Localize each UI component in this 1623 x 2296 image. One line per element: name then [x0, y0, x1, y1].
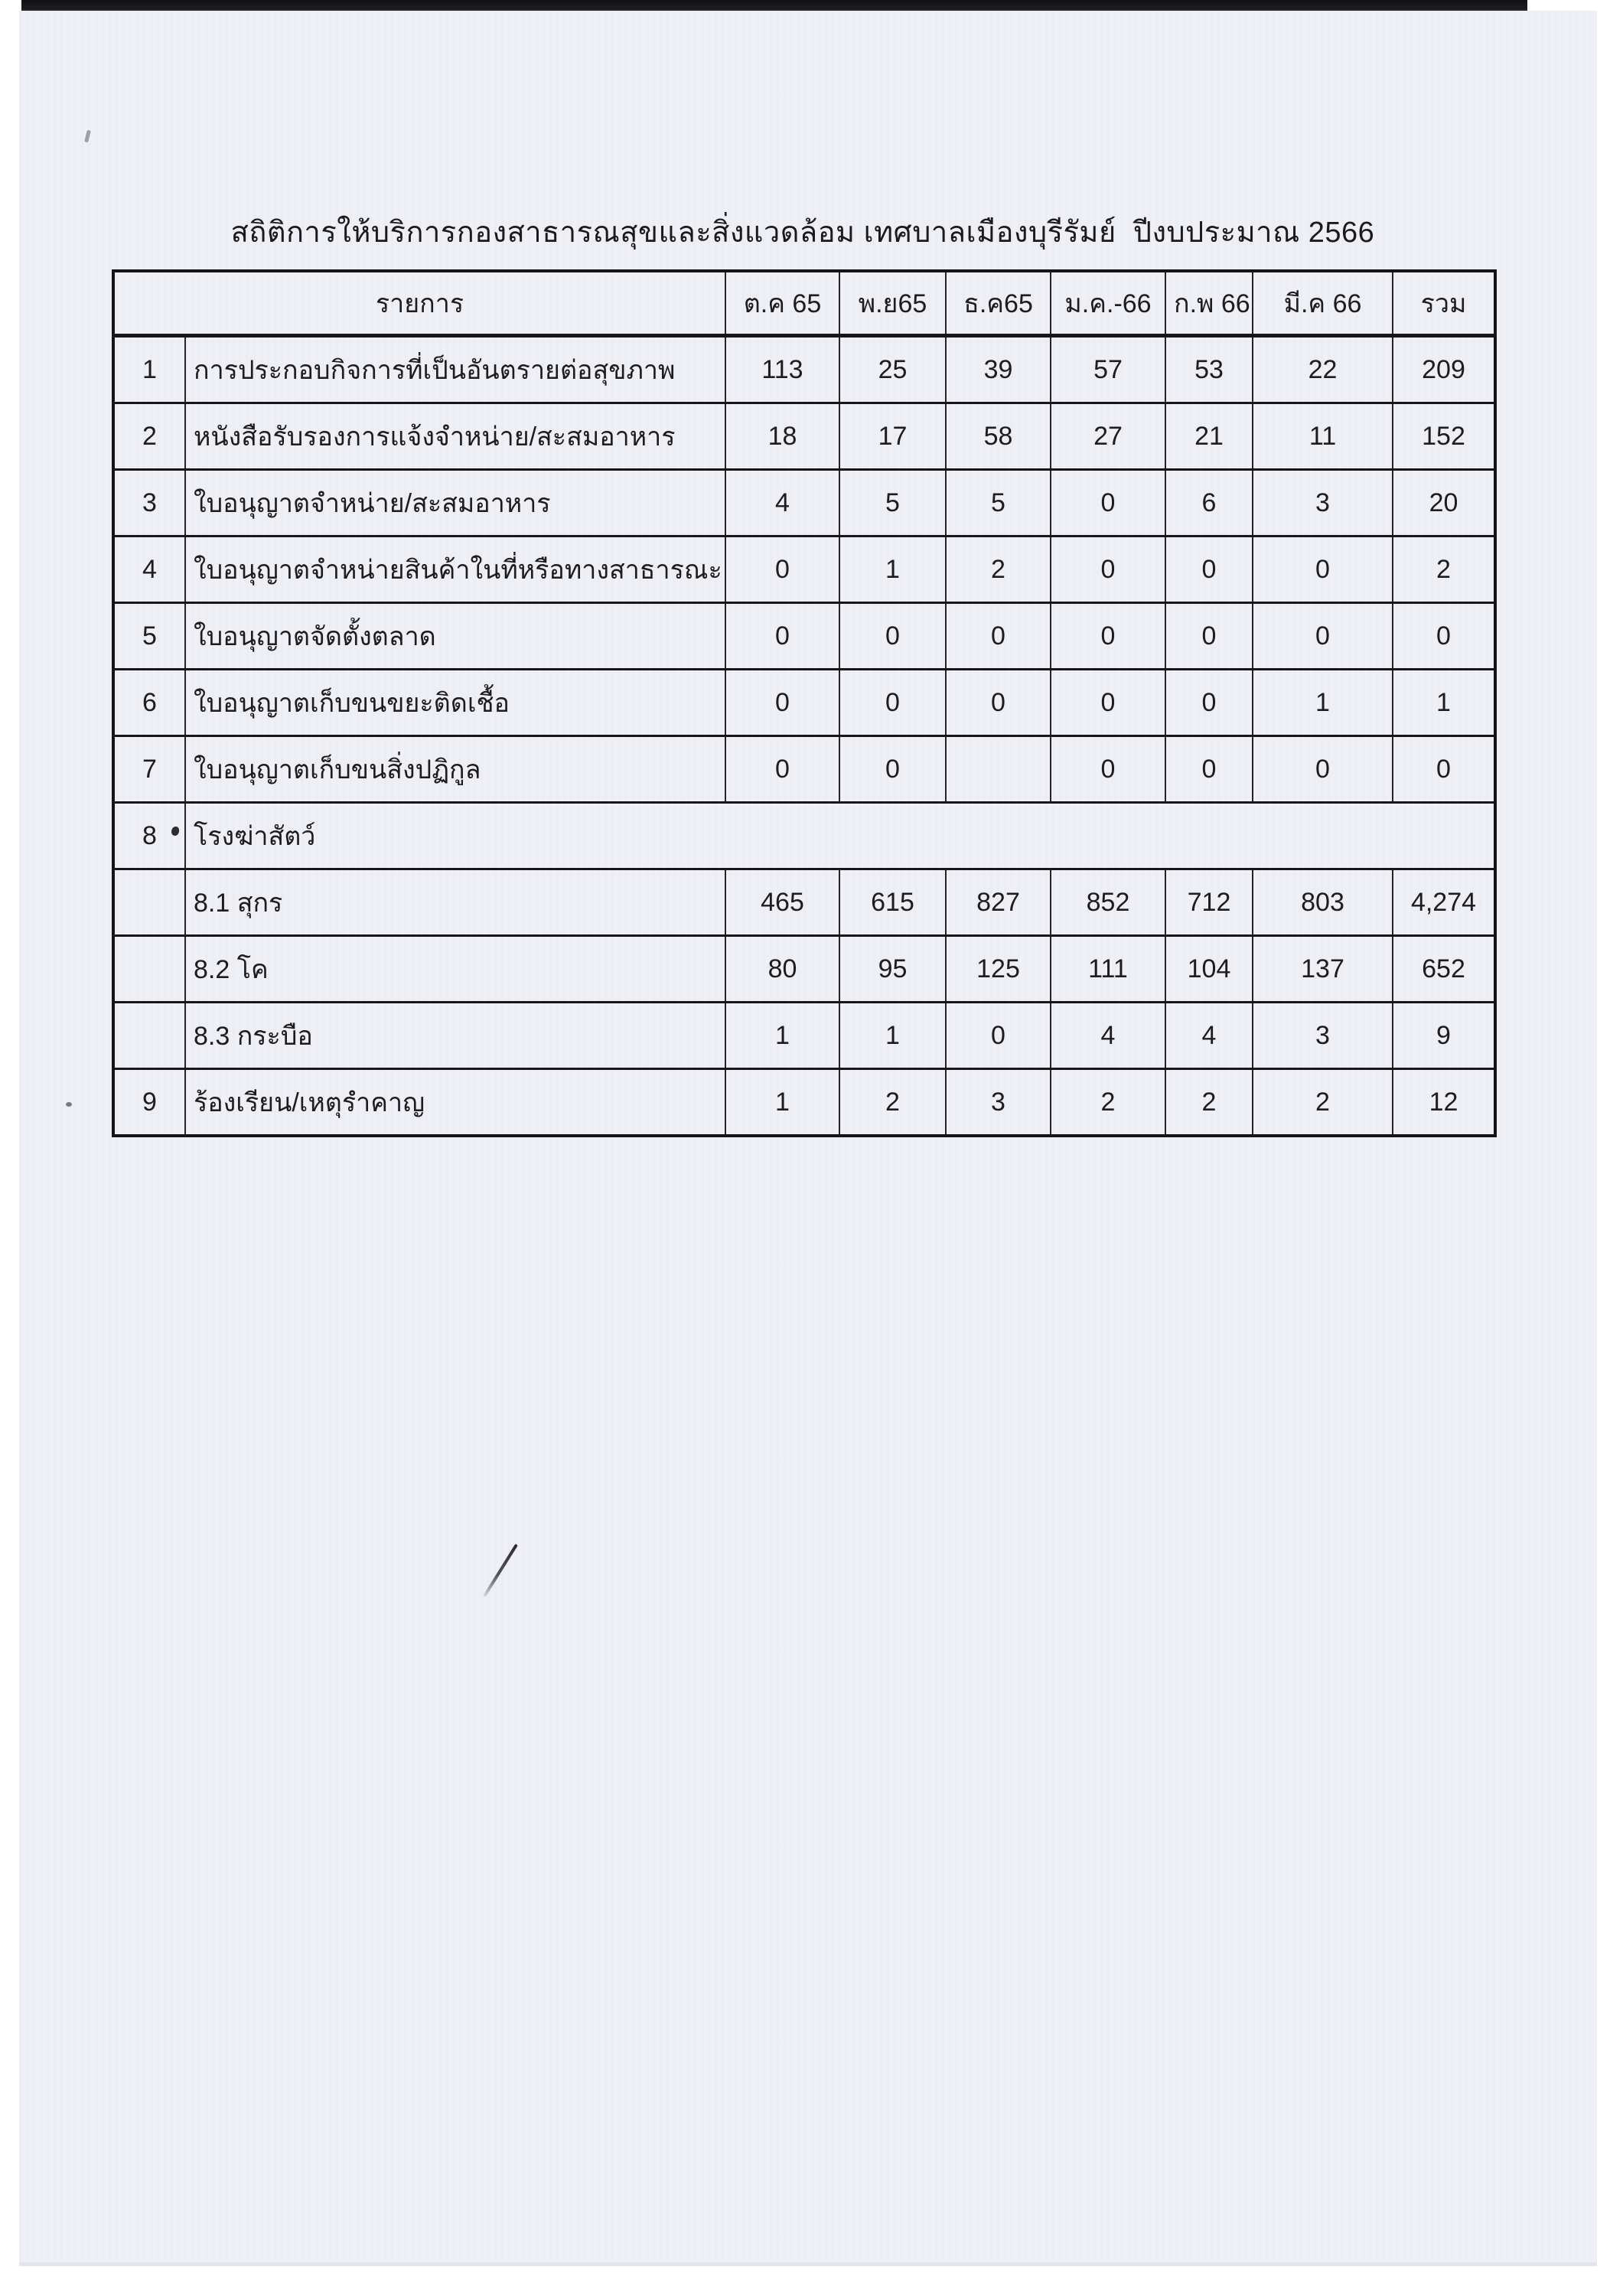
row-number-cell: 2 — [113, 403, 185, 470]
value-cell: 0 — [725, 603, 839, 670]
value-cell — [946, 736, 1051, 803]
value-cell: 652 — [1393, 936, 1495, 1003]
row-number-cell: 5 — [113, 603, 185, 670]
row-number-cell: 4 — [113, 536, 185, 603]
value-cell: 17 — [839, 403, 946, 470]
table-row — [113, 403, 1495, 470]
table-body — [113, 336, 1495, 1137]
value-cell: 803 — [1253, 869, 1393, 936]
header-month-dec: ธ.ค65 — [946, 271, 1051, 336]
value-cell: 0 — [1165, 670, 1253, 736]
value-cell: 3 — [1253, 470, 1393, 536]
value-cell: 3 — [1253, 1003, 1393, 1069]
value-cell: 1 — [1253, 670, 1393, 736]
item-cell: หนังสือรับรองการแจ้งจำหน่าย/สะสมอาหาร — [185, 403, 725, 470]
value-cell: 2 — [839, 1069, 946, 1137]
value-cell: 465 — [725, 869, 839, 936]
value-cell: 4 — [725, 470, 839, 536]
value-cell: 2 — [1051, 1069, 1165, 1137]
value-cell: 1 — [1393, 670, 1495, 736]
header-month-feb: ก.พ 66 — [1165, 271, 1253, 336]
value-cell: 827 — [946, 869, 1051, 936]
value-cell: 20 — [1393, 470, 1495, 536]
value-cell: 113 — [725, 336, 839, 403]
item-cell: 8.3 กระบือ — [185, 1003, 725, 1069]
table-row — [113, 470, 1495, 536]
row-number-cell — [113, 869, 185, 936]
row-number-cell: 7 — [113, 736, 185, 803]
value-cell: 2 — [946, 536, 1051, 603]
value-cell: 0 — [1165, 536, 1253, 603]
value-cell: 3 — [946, 1069, 1051, 1137]
value-cell: 209 — [1393, 336, 1495, 403]
value-cell: 58 — [946, 403, 1051, 470]
value-cell: 0 — [1051, 470, 1165, 536]
header-item-column: รายการ — [113, 271, 725, 336]
value-cell: 1 — [839, 536, 946, 603]
value-cell: 0 — [1393, 603, 1495, 670]
table-row — [113, 603, 1495, 670]
row-number-cell: 9 — [113, 1069, 185, 1137]
value-cell: 852 — [1051, 869, 1165, 936]
item-cell: ร้องเรียน/เหตุรำคาญ — [185, 1069, 725, 1137]
table-row — [113, 670, 1495, 736]
table-row — [113, 736, 1495, 803]
value-cell: 5 — [839, 470, 946, 536]
value-cell: 25 — [839, 336, 946, 403]
header-total-column: รวม — [1393, 271, 1495, 336]
header-month-mar: มี.ค 66 — [1253, 271, 1393, 336]
value-cell: 152 — [1393, 403, 1495, 470]
table-row — [113, 1003, 1495, 1069]
value-cell: 9 — [1393, 1003, 1495, 1069]
row-number-cell: 8 — [113, 803, 185, 869]
value-cell: 0 — [1051, 536, 1165, 603]
item-cell: ใบอนุญาตจัดตั้งตลาด — [185, 603, 725, 670]
value-cell: 4,274 — [1393, 869, 1495, 936]
value-cell: 0 — [1253, 736, 1393, 803]
value-cell: 6 — [1165, 470, 1253, 536]
value-cell: 0 — [1393, 736, 1495, 803]
value-cell: 21 — [1165, 403, 1253, 470]
value-cell: 0 — [725, 736, 839, 803]
value-cell: 0 — [946, 603, 1051, 670]
service-statistics-table — [112, 269, 1497, 1137]
row-number-cell: 1 — [113, 336, 185, 403]
value-cell: 0 — [1253, 536, 1393, 603]
header-month-nov: พ.ย65 — [839, 271, 946, 336]
value-cell: 4 — [1165, 1003, 1253, 1069]
row-number-cell: 3 — [113, 470, 185, 536]
value-cell: 0 — [1253, 603, 1393, 670]
value-cell: 80 — [725, 936, 839, 1003]
value-cell: 111 — [1051, 936, 1165, 1003]
value-cell: 0 — [1165, 736, 1253, 803]
item-cell: ใบอนุญาตจำหน่ายสินค้าในที่หรือทางสาธารณะ — [185, 536, 725, 603]
value-cell: 712 — [1165, 869, 1253, 936]
item-cell: ใบอนุญาตจำหน่าย/สะสมอาหาร — [185, 470, 725, 536]
value-cell: 53 — [1165, 336, 1253, 403]
value-cell: 0 — [946, 1003, 1051, 1069]
table-row — [113, 803, 1495, 869]
value-cell: 27 — [1051, 403, 1165, 470]
header-month-jan: ม.ค.-66 — [1051, 271, 1165, 336]
value-cell: 12 — [1393, 1069, 1495, 1137]
value-cell: 1 — [725, 1069, 839, 1137]
value-cell: 2 — [1165, 1069, 1253, 1137]
item-cell: ใบอนุญาตเก็บขนสิ่งปฏิกูล — [185, 736, 725, 803]
value-cell: 0 — [839, 670, 946, 736]
value-cell: 2 — [1253, 1069, 1393, 1137]
value-cell: 0 — [1051, 736, 1165, 803]
value-cell: 0 — [725, 670, 839, 736]
value-cell: 18 — [725, 403, 839, 470]
table-row — [113, 336, 1495, 403]
row-number-cell: 6 — [113, 670, 185, 736]
value-cell: 39 — [946, 336, 1051, 403]
value-cell: 0 — [1165, 603, 1253, 670]
value-cell: 11 — [1253, 403, 1393, 470]
value-cell: 137 — [1253, 936, 1393, 1003]
table-row — [113, 936, 1495, 1003]
value-cell: 1 — [725, 1003, 839, 1069]
value-cell: 104 — [1165, 936, 1253, 1003]
value-cell: 0 — [1051, 603, 1165, 670]
item-cell: 8.2 โค — [185, 936, 725, 1003]
item-cell: โรงฆ่าสัตว์ — [185, 803, 1495, 869]
value-cell: 5 — [946, 470, 1051, 536]
value-cell: 0 — [839, 603, 946, 670]
row-number-cell — [113, 936, 185, 1003]
table-header — [113, 271, 1495, 336]
value-cell: 0 — [839, 736, 946, 803]
value-cell: 22 — [1253, 336, 1393, 403]
value-cell: 0 — [946, 670, 1051, 736]
value-cell: 57 — [1051, 336, 1165, 403]
value-cell: 1 — [839, 1003, 946, 1069]
value-cell: 615 — [839, 869, 946, 936]
table-row — [113, 1069, 1495, 1137]
table-row — [113, 536, 1495, 603]
table-row — [113, 869, 1495, 936]
item-cell: ใบอนุญาตเก็บขนขยะติดเชื้อ — [185, 670, 725, 736]
item-cell: การประกอบกิจการที่เป็นอันตรายต่อสุขภาพ — [185, 336, 725, 403]
header-month-oct: ต.ค 65 — [725, 271, 839, 336]
value-cell: 95 — [839, 936, 946, 1003]
value-cell: 125 — [946, 936, 1051, 1003]
value-cell: 2 — [1393, 536, 1495, 603]
value-cell: 4 — [1051, 1003, 1165, 1069]
row-number-cell — [113, 1003, 185, 1069]
value-cell: 0 — [1051, 670, 1165, 736]
header-row — [113, 271, 1495, 336]
document-title: สถิติการให้บริการกองสาธารณสุขและสิ่งแวดล้อม เทศบาลเมืองบุรีรัมย์ ปีงบประมาณ 2566 — [230, 217, 1375, 249]
item-cell: 8.1 สุกร — [185, 869, 725, 936]
value-cell: 0 — [725, 536, 839, 603]
